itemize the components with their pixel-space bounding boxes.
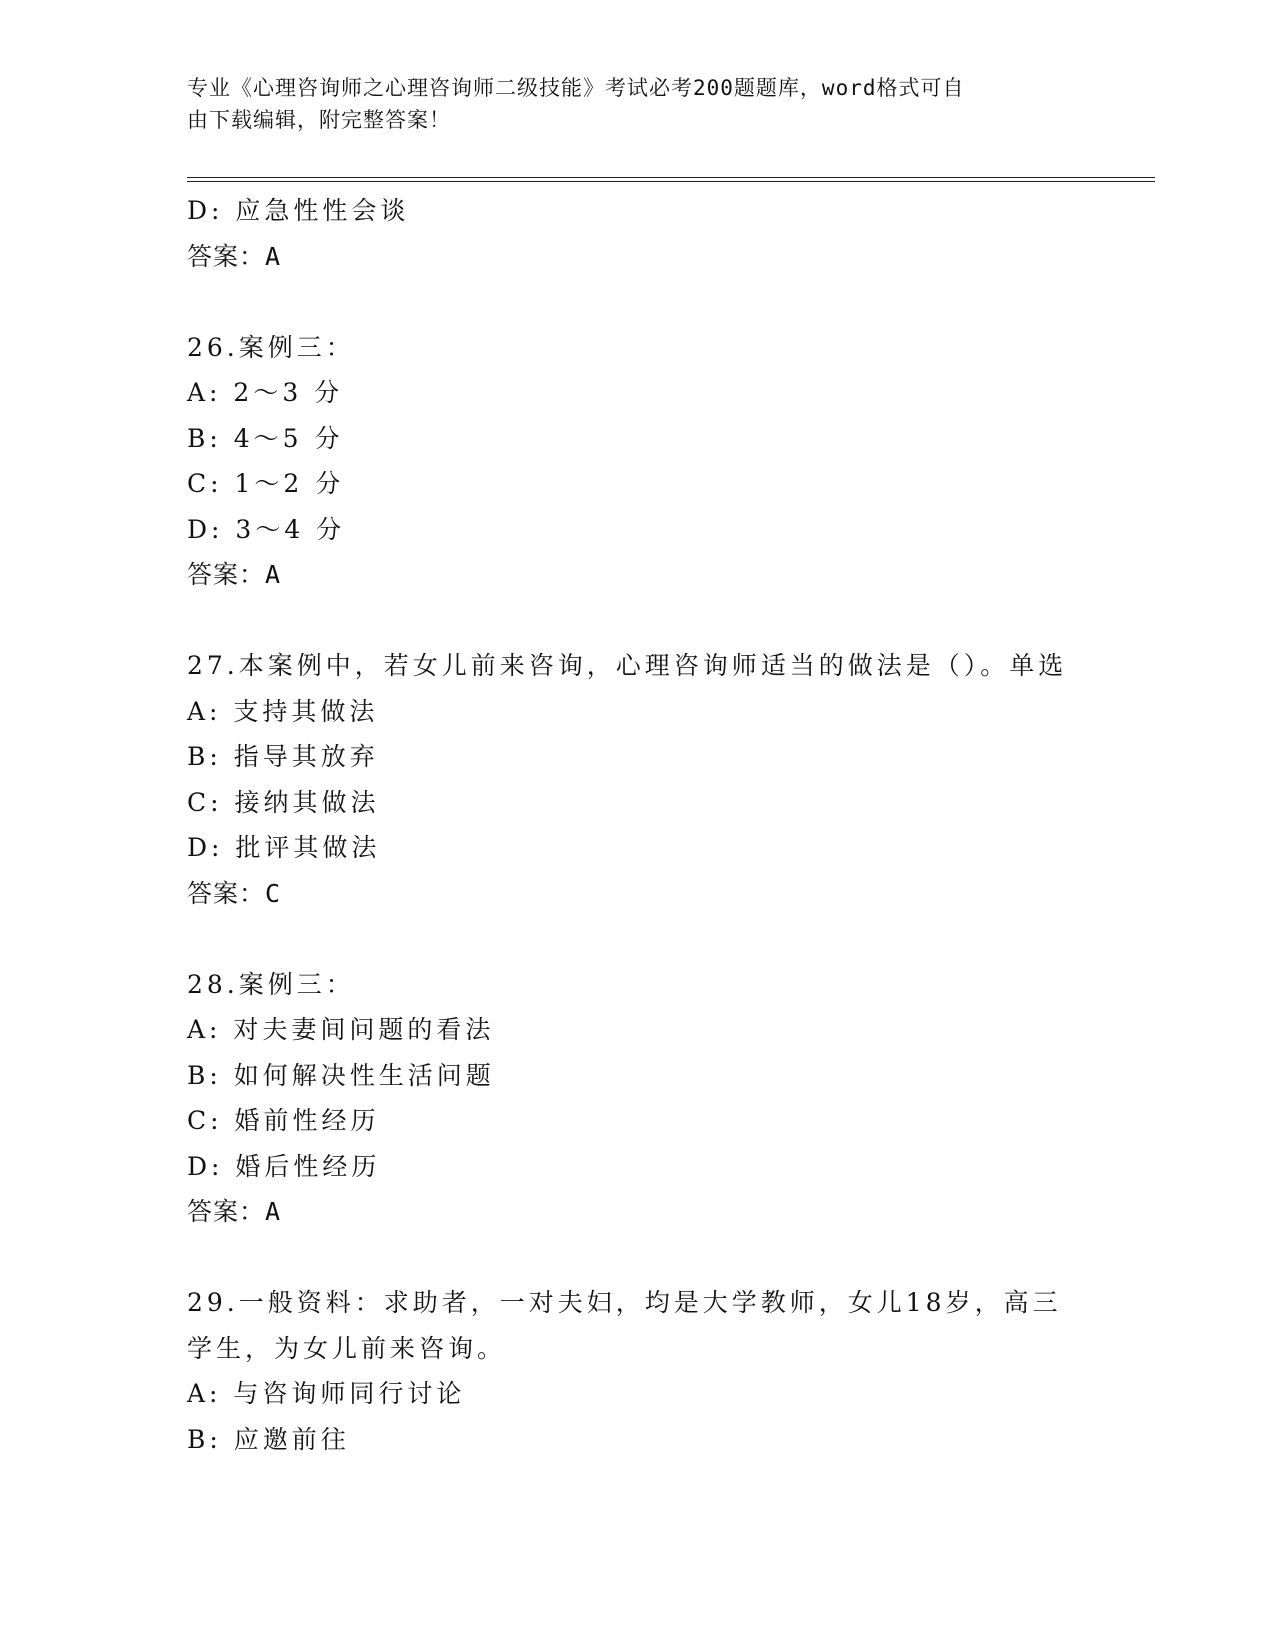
- header-double-rule: [187, 177, 1155, 182]
- option-line: B: 4～5 分: [187, 423, 344, 453]
- option-line: C: 接纳其做法: [187, 787, 380, 817]
- option-line: D: 应急性性会谈: [187, 196, 410, 225]
- header-line-2: 由下载编辑，附完整答案！: [187, 108, 451, 132]
- header-line-1: 专业《心理咨询师之心理咨询师二级技能》考试必考200题题库，word格式可自: [187, 76, 965, 100]
- question-stem-continued: 学生，为女儿前来咨询。: [187, 1333, 507, 1363]
- question-28: [187, 962, 1087, 1235]
- question-27: [187, 643, 1087, 916]
- question-stem: 28.案例三：: [187, 969, 355, 999]
- question-stem: 27.本案例中，若女儿前来咨询，心理咨询师适当的做法是（）。单选: [187, 651, 1068, 680]
- option-line: D: 批评其做法: [187, 833, 381, 862]
- option-line: D: 3～4 分: [187, 514, 346, 544]
- question-stem: 26.案例三：: [187, 332, 355, 362]
- option-line: A: 2～3 分: [187, 378, 344, 407]
- spacer: [187, 279, 1087, 325]
- answer-line: 答案：A: [187, 241, 282, 271]
- spacer: [187, 598, 1087, 644]
- option-line: A: 与咨询师同行讨论: [187, 1379, 466, 1408]
- answer-line: 答案：C: [187, 878, 282, 908]
- answer-line: 答案：A: [187, 560, 282, 589]
- option-line: C: 婚前性经历: [187, 1106, 380, 1135]
- question-stem: 29.一般资料：求助者，一对夫妇，均是大学教师，女儿18岁，高三: [187, 1288, 1062, 1317]
- question-29: [187, 1280, 1087, 1462]
- option-line: A: 对夫妻间问题的看法: [187, 1015, 495, 1044]
- option-line: D: 婚后性经历: [187, 1151, 381, 1181]
- document-header: [187, 72, 1067, 136]
- option-line: B: 指导其放弃: [187, 742, 379, 771]
- option-line: B: 如何解决性生活问题: [187, 1060, 495, 1090]
- option-line: C: 1～2 分: [187, 469, 345, 498]
- option-line: A: 支持其做法: [187, 696, 379, 726]
- spacer: [187, 1235, 1087, 1281]
- spacer: [187, 916, 1087, 962]
- question-26: [187, 325, 1087, 598]
- question-list: [187, 188, 1087, 1462]
- answer-line: 答案：A: [187, 1197, 282, 1226]
- option-line: B: 应邀前往: [187, 1424, 350, 1454]
